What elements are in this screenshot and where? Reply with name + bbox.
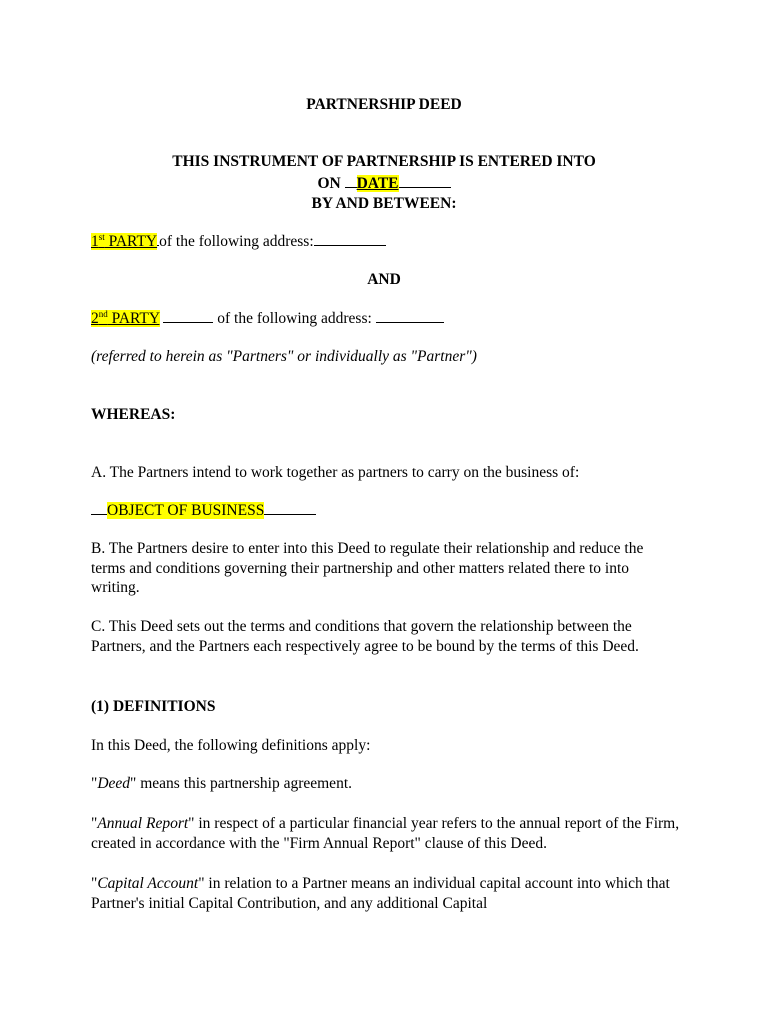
whereas-heading: WHEREAS: [91,406,176,423]
business-blank-left [91,500,107,515]
date-blank-left [345,173,357,188]
party2-ordinal-suffix: nd [98,308,108,319]
clause-b: B. The Partners desire to enter into this Deed to regulate their relationship and reduce the terms and conditions governing their partnership and other matters related there to into writing. [91,540,644,596]
date-placeholder: DATE [356,175,399,192]
clause-c: C. This Deed sets out the terms and conditions that govern the relationship between the Partners, and the Partners each respectively agree to be bound by the terms of this Deed. [91,618,639,655]
document-title: PARTNERSHIP DEED [306,96,462,113]
definitions-intro: In this Deed, the following definitions apply: [91,737,371,754]
and-separator: AND [367,271,401,288]
party2-address-blank [376,308,444,323]
clause-a: A. The Partners intend to work together as partners to carry on the business of: [91,464,580,481]
party2-line [91,308,444,329]
party2-ordinal: 2 [91,310,99,327]
definition-deed-text: means this partnership agreement. [136,775,352,792]
definition-deed: "Deed" means this partnership agreement. [91,775,352,792]
definition-capital-account: "Capital Account" in relation to a Partner means an individual capital account into which that Partner's initial Capital Contribution, and any additional Capital [91,875,670,912]
party2-address-text: of the following address: [217,310,372,327]
definition-capital-term: Capital Account [97,875,199,892]
party1-placeholder [91,233,157,250]
party2-label: PARTY [107,310,160,327]
party2-placeholder [91,310,160,327]
referred-note: (referred to herein as "Partners" or individually as "Partner") [91,348,477,365]
definition-annual-text: in respect of a particular financial year refers to the annual report of the Firm, created in accordance with the "Firm Annual Report" clause of this Deed. [91,815,680,852]
date-blank-right [399,173,451,188]
definition-deed-term: Deed [97,775,131,792]
business-blank-right [264,500,316,515]
party1-ordinal-suffix: st [98,231,105,242]
date-line [0,173,768,194]
party1-line [91,231,386,252]
on-label: ON [317,175,341,192]
party1-ordinal: 1 [91,233,99,250]
definition-annual-term: Annual Report [97,815,189,832]
business-line [91,500,316,521]
definitions-heading: (1) DEFINITIONS [91,698,216,715]
definition-annual-report: "Annual Report" in respect of a particular financial year refers to the annual report of the Firm, created in accordance with the "Firm Annual Report" clause of this Deed. [91,815,680,852]
business-placeholder: OBJECT OF BUSINESS [107,502,265,519]
party2-name-blank [163,308,213,323]
by-and-between: BY AND BETWEEN: [311,195,457,212]
intro-line: THIS INSTRUMENT OF PARTNERSHIP IS ENTERED INTO [172,153,596,170]
party1-address-text: of the following address: [159,233,314,250]
party1-label: PARTY [104,233,158,250]
party1-address-blank [314,231,386,246]
definition-capital-text: in relation to a Partner means an individual capital account into which that Partner's initial Capital Contribution, and any additional Capital [91,875,670,912]
